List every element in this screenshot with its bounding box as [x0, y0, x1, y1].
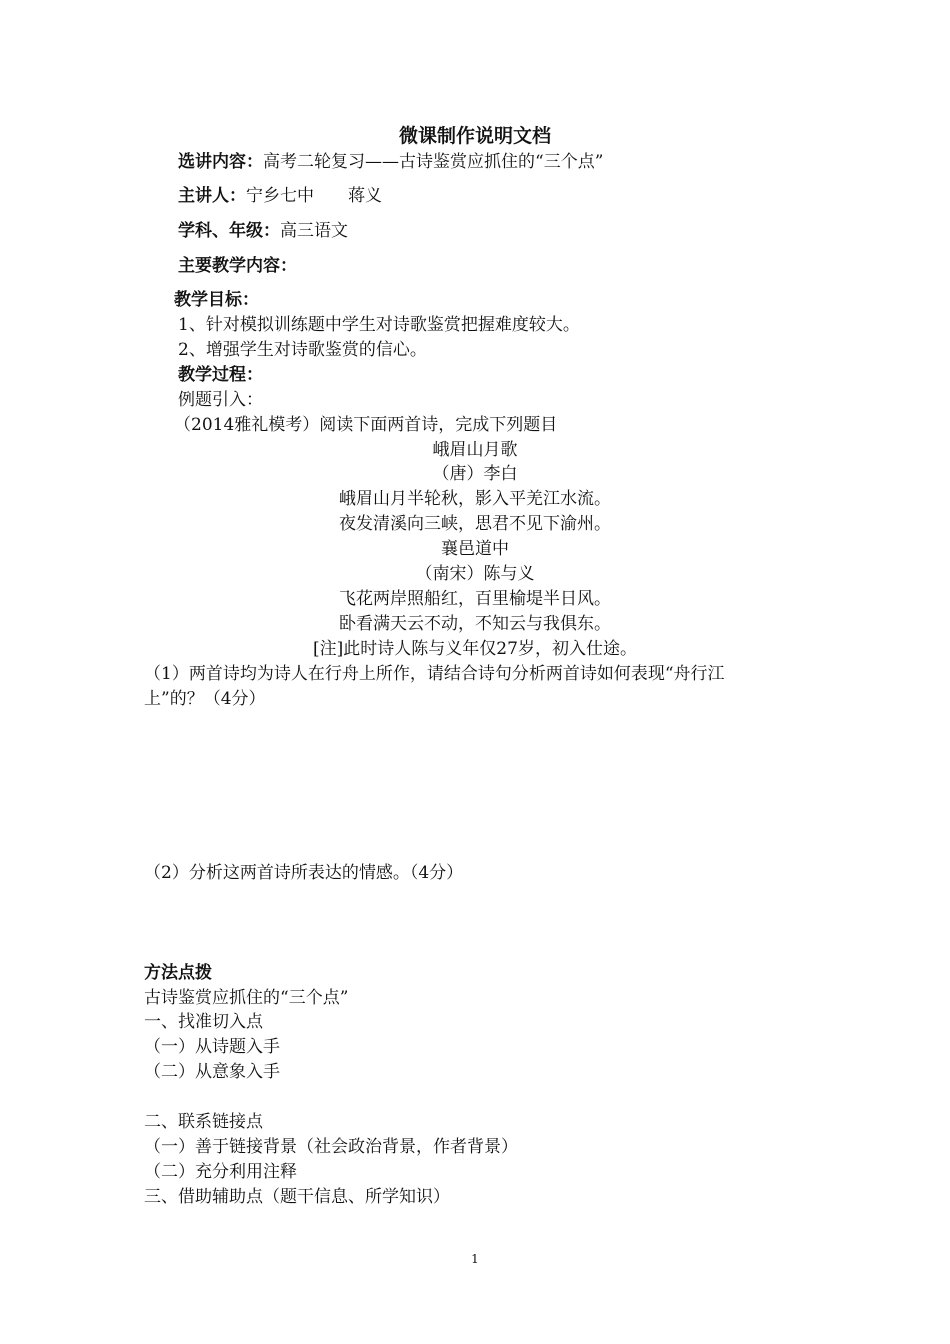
topic-value: 高考二轮复习——古诗鉴赏应抓住的“三个点”	[263, 152, 604, 172]
poem2-line-2: 卧看满天云不动，不知云与我俱东。	[339, 614, 611, 634]
poem2-author: （南宋）陈与义	[415, 564, 535, 584]
process-heading: 教学过程：	[178, 365, 263, 385]
question-1-line-1: （1）两首诗均为诗人在行舟上所作，请结合诗句分析两首诗如何表现“舟行江	[144, 664, 725, 684]
page-number: 1	[471, 1252, 479, 1266]
method-point-1b: （二）从意象入手	[144, 1062, 280, 1082]
goal-item-2: 2、增强学生对诗歌鉴赏的信心。	[178, 340, 427, 360]
subject-label: 学科、年级：	[178, 221, 280, 241]
poem1-line-2: 夜发清溪向三峡，思君不见下渝州。	[339, 514, 611, 534]
method-point-1: 一、找准切入点	[144, 1012, 263, 1032]
method-point-2: 二、联系链接点	[144, 1112, 263, 1132]
poem1-author: （唐）李白	[432, 464, 518, 484]
example-intro: 例题引入：	[178, 390, 263, 410]
poem1-line-1: 峨眉山月半轮秋，影入平羌江水流。	[339, 489, 611, 509]
method-point-2a: （一）善于链接背景（社会政治背景，作者背景）	[144, 1137, 518, 1157]
method-subtitle: 古诗鉴赏应抓住的“三个点”	[144, 988, 349, 1008]
topic-row	[178, 150, 603, 174]
method-point-1a: （一）从诗题入手	[144, 1037, 280, 1057]
question-1-line-2: 上”的？（4分）	[144, 689, 266, 709]
method-point-2b: （二）充分利用注释	[144, 1162, 297, 1182]
example-source: （2014雅礼模考）阅读下面两首诗，完成下列题目	[174, 415, 558, 435]
topic-label: 选讲内容：	[178, 152, 263, 172]
subject-value: 高三语文	[280, 221, 348, 241]
speaker-value: 宁乡七中 蒋义	[246, 186, 382, 206]
goal-item-1: 1、针对模拟训练题中学生对诗歌鉴赏把握难度较大。	[178, 315, 580, 335]
goals-heading: 教学目标：	[174, 290, 259, 310]
question-2: （2）分析这两首诗所表达的情感。（4分）	[144, 863, 464, 883]
poem2-note: [注]此时诗人陈与义年仅27岁，初入仕途。	[313, 639, 637, 659]
poem2-line-1: 飞花两岸照船红，百里榆堤半日风。	[339, 589, 611, 609]
method-heading: 方法点拨	[144, 963, 212, 983]
subject-row	[178, 219, 348, 243]
document-title: 微课制作说明文档	[398, 125, 551, 147]
method-point-3: 三、借助辅助点（题干信息、所学知识）	[144, 1187, 450, 1207]
speaker-label: 主讲人：	[178, 186, 246, 206]
poem1-title: 峨眉山月歌	[432, 440, 518, 460]
poem2-title: 襄邑道中	[441, 539, 509, 559]
main-content-label: 主要教学内容：	[178, 256, 297, 276]
speaker-row	[178, 184, 382, 208]
